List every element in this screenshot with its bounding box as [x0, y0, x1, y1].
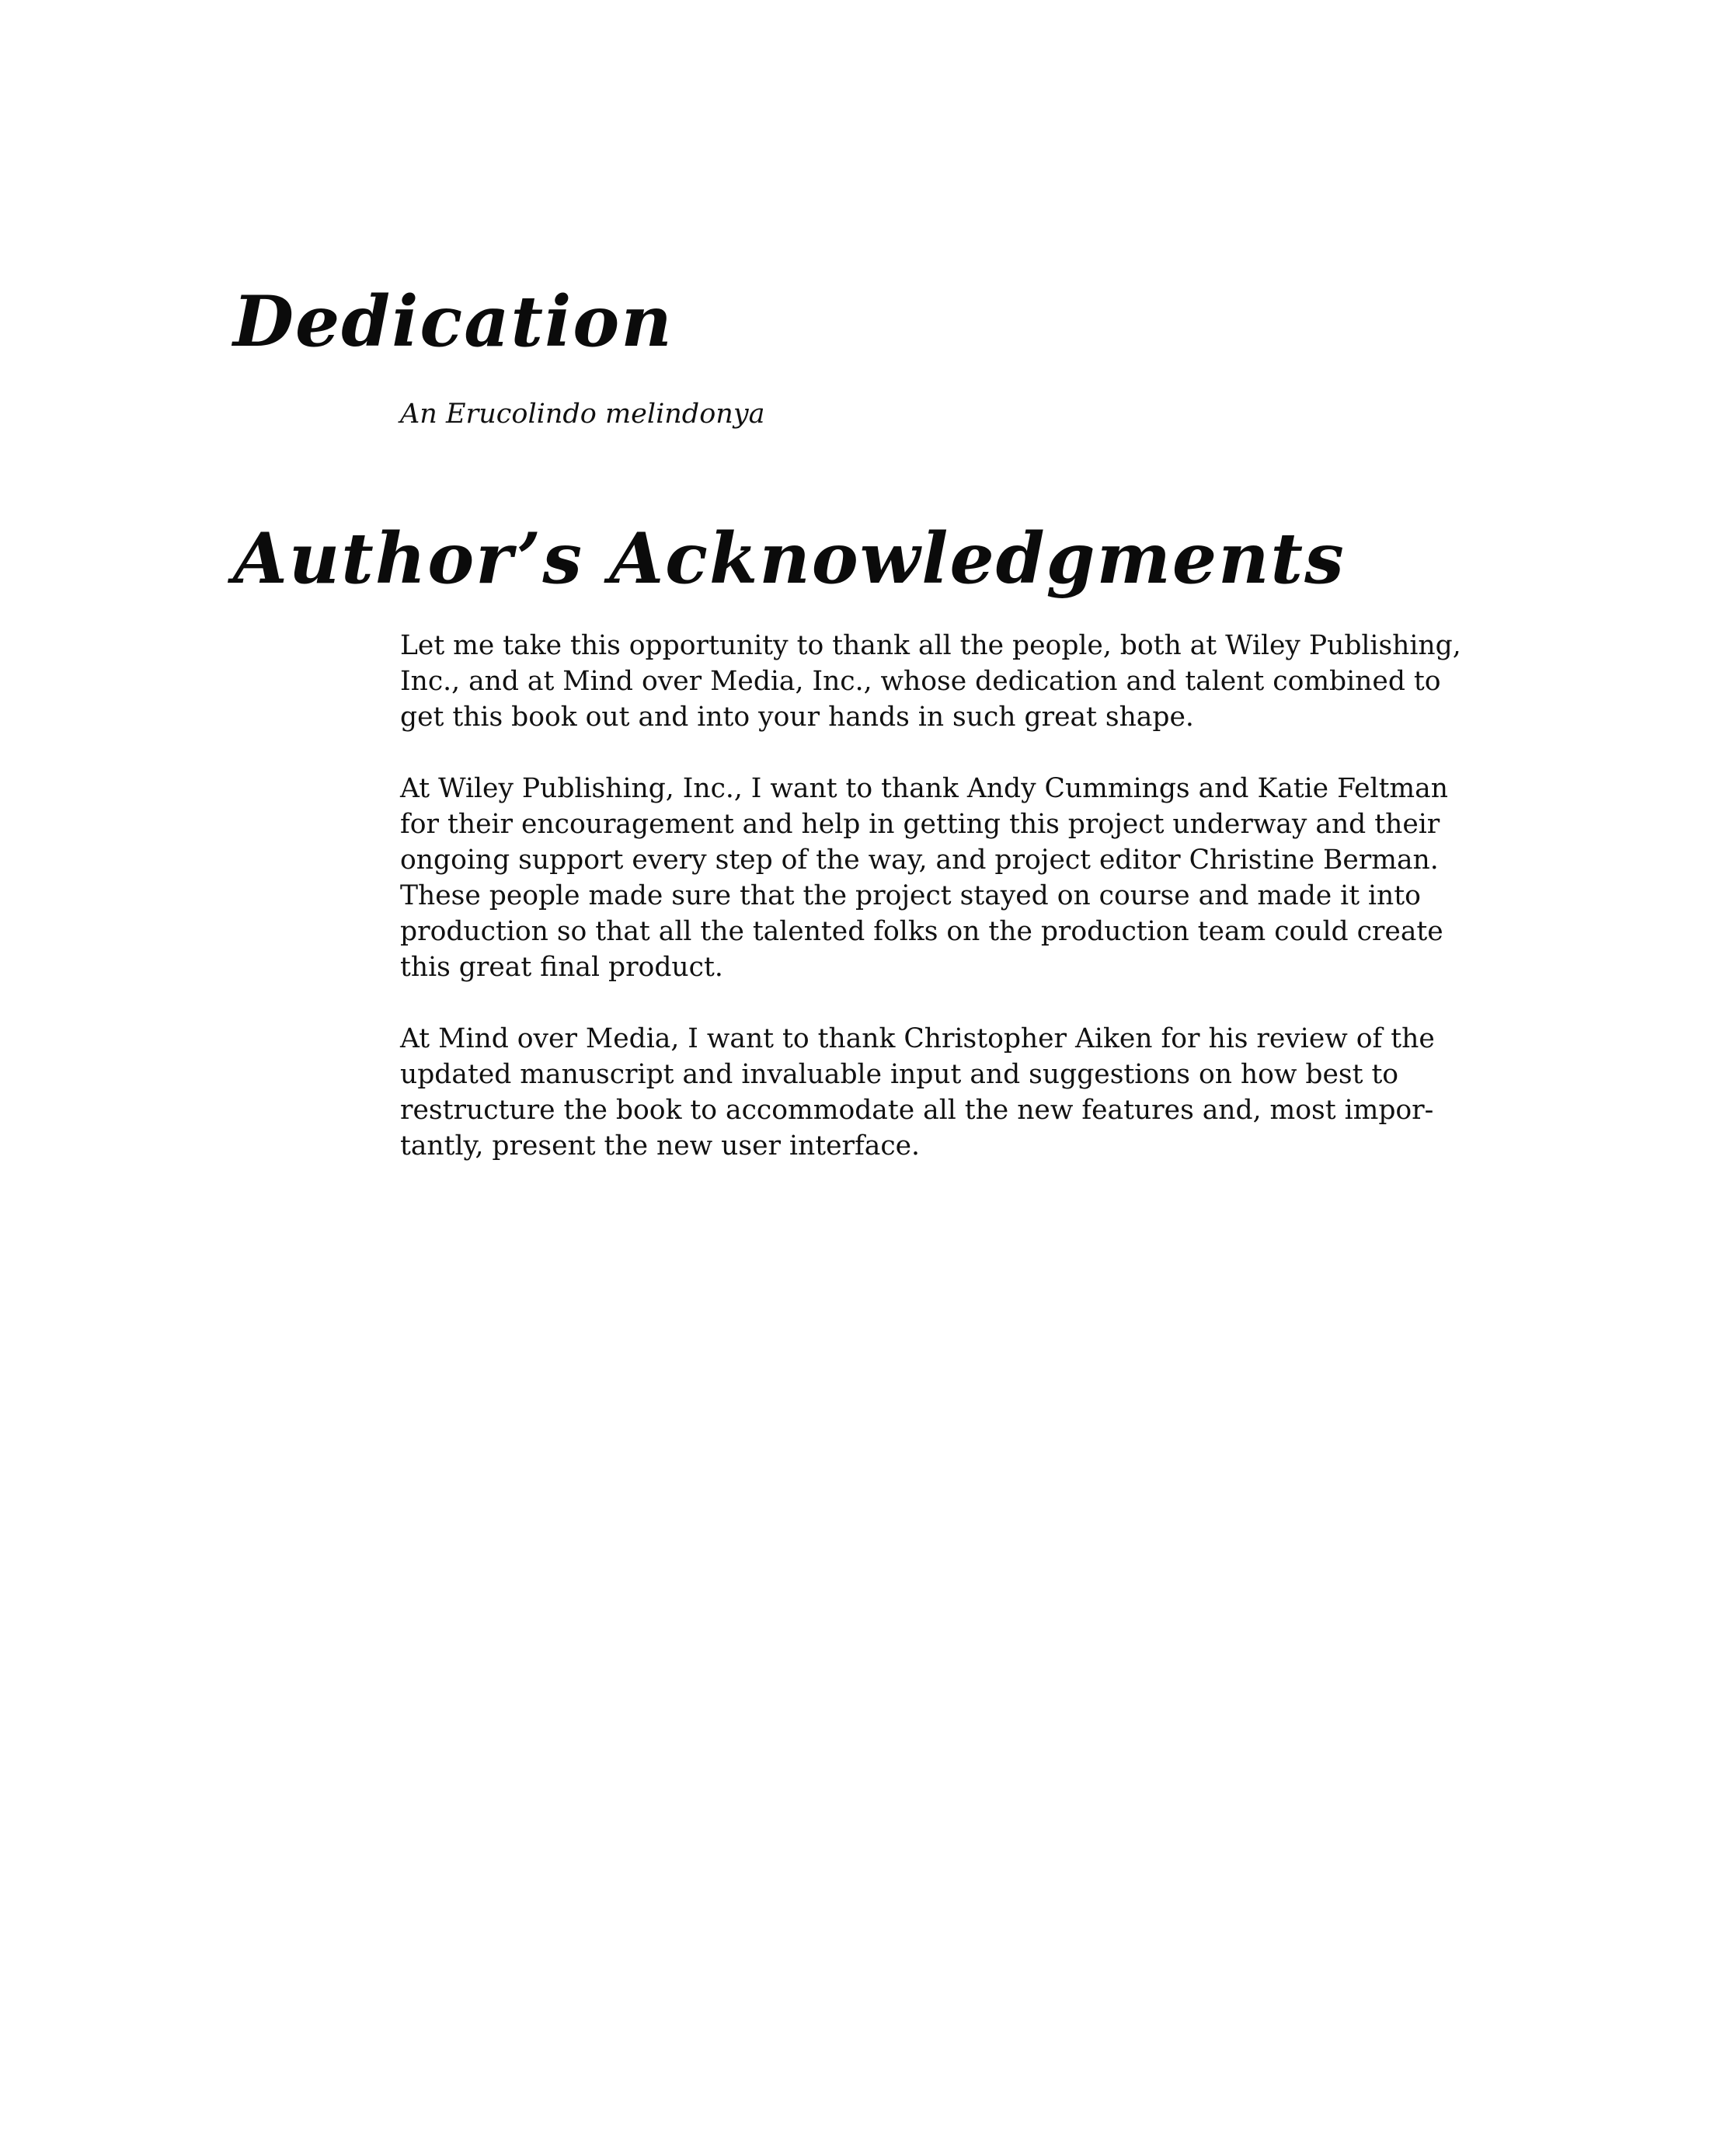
paragraph-line: for their encouragement and help in getting this project underway and their: [400, 809, 1440, 840]
acknowledgments-paragraph-3: [400, 1021, 1519, 1164]
paragraph-line: production so that all the talented folks on the production team could create: [400, 916, 1443, 947]
paragraph-line: get this book out and into your hands in such great shape.: [400, 702, 1194, 733]
paragraph-line: this great final product.: [400, 952, 723, 983]
paragraph-line: ongoing support every step of the way, and project editor Christine Berman.: [400, 845, 1439, 876]
paragraph-line: At Wiley Publishing, Inc., I want to thank Andy Cummings and Katie Feltman: [400, 773, 1448, 804]
paragraph-line: tantly, present the new user interface.: [400, 1130, 921, 1162]
dedication-heading: Dedication: [233, 280, 674, 363]
acknowledgments-heading: Author’s Acknowledgments: [233, 517, 1346, 600]
paragraph-line: These people made sure that the project stayed on course and made it into: [400, 880, 1421, 911]
paragraph-line: Let me take this opportunity to thank all the people, both at Wiley Publishing,: [400, 630, 1461, 661]
paragraph-line: At Mind over Media, I want to thank Christopher Aiken for his review of the: [400, 1023, 1435, 1054]
dedication-text: An Erucolindo melindonya: [400, 399, 765, 430]
acknowledgments-paragraph-2: [400, 771, 1519, 985]
paragraph-line: restructure the book to accommodate all the new features and, most impor-: [400, 1095, 1434, 1126]
paragraph-line: Inc., and at Mind over Media, Inc., whose dedication and talent combined to: [400, 666, 1441, 697]
acknowledgments-paragraph-1: [400, 628, 1519, 735]
paragraph-line: updated manuscript and invaluable input and suggestions on how best to: [400, 1059, 1399, 1090]
acknowledgments-body: [400, 628, 1519, 1200]
